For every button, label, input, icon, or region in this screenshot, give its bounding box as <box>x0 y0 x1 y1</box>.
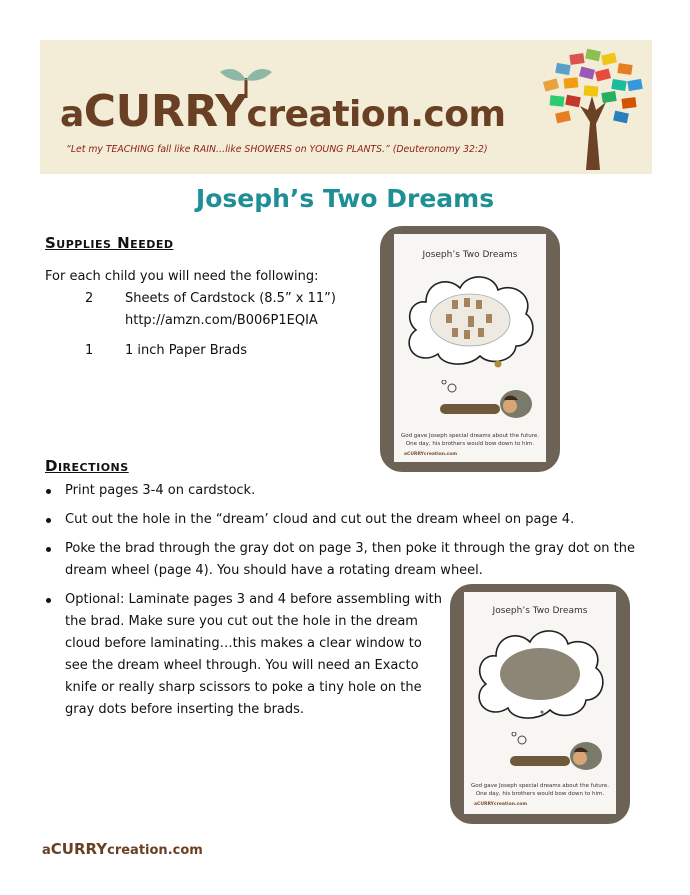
header-banner <box>40 40 652 174</box>
logo-prefix: a <box>60 94 84 135</box>
sleeping-joseph-icon <box>434 380 534 420</box>
footer-logo-suffix: creation.com <box>107 843 203 858</box>
sleeping-joseph-icon <box>504 732 604 772</box>
sheet-caption <box>464 782 616 798</box>
sheet-caption-line2: One day, his brothers would bow down to him. <box>405 441 535 447</box>
footer-logo-prefix: a <box>42 843 51 858</box>
footer-logo <box>42 840 203 858</box>
craft-sheet <box>394 234 546 462</box>
sheet-caption-line2: One day, his brothers would bow down to him. <box>475 791 605 797</box>
dream-cloud-icon <box>402 266 538 370</box>
supply-desc: 1 inch Paper Brads <box>125 343 247 358</box>
logo-brand: CURRY <box>83 86 247 137</box>
craft-photo-1 <box>380 226 560 472</box>
sheet-title: Joseph’s Two Dreams <box>492 606 588 616</box>
site-logo <box>60 86 506 137</box>
book-tree-icon <box>536 46 648 170</box>
sheet-caption-line1: God gave Joseph special dreams about the future. <box>470 783 610 789</box>
direction-step: Cut out the hole in the “dream’ cloud and cut out the dream wheel on page 4. <box>45 509 645 531</box>
supply-link[interactable]: http://amzn.com/B006P1EQIA <box>125 313 318 328</box>
direction-step: Optional: Laminate pages 3 and 4 before assembling with the brad. Make sure you cut out the hole in the dream cloud before laminating…this makes a clear window to see the dream wheel through. You will need an Exacto knife or really sharp scissors to poke a tiny hole on the gray dots before inserting the brads. <box>45 589 447 721</box>
directions-heading: Directions <box>45 457 129 475</box>
sheet-logo: aCURRYcreation.com <box>404 452 458 457</box>
direction-step: Print pages 3-4 on cardstock. <box>45 480 645 502</box>
tagline: “Let my TEACHING fall like RAIN…like SHOWERS on YOUNG PLANTS.” (Deuteronomy 32:2) <box>66 144 488 155</box>
page-title: Joseph’s Two Dreams <box>195 184 495 213</box>
supply-desc: Sheets of Cardstock (8.5” x 11”) <box>125 291 336 306</box>
supply-qty: 2 <box>85 291 94 306</box>
supply-item <box>85 288 365 332</box>
supply-qty: 1 <box>85 343 94 358</box>
supplies-intro: For each child you will need the following: <box>45 269 319 284</box>
logo-suffix: creation.com <box>246 94 506 135</box>
supplies-heading: Supplies Needed <box>45 234 174 252</box>
sheet-logo: aCURRYcreation.com <box>474 802 528 807</box>
supply-item <box>85 340 365 362</box>
dream-cloud-icon <box>472 620 608 724</box>
sheet-caption-line1: God gave Joseph special dreams about the future. <box>400 433 540 439</box>
sheet-caption <box>394 432 546 448</box>
footer-logo-brand: CURRY <box>50 840 108 858</box>
craft-photo-2 <box>450 584 630 824</box>
sheet-title: Joseph’s Two Dreams <box>422 250 518 260</box>
craft-sheet <box>464 592 616 814</box>
direction-step: Poke the brad through the gray dot on page 3, then poke it through the gray dot on the dream wheel (page 4). You should have a rotating dream wheel. <box>45 538 645 582</box>
